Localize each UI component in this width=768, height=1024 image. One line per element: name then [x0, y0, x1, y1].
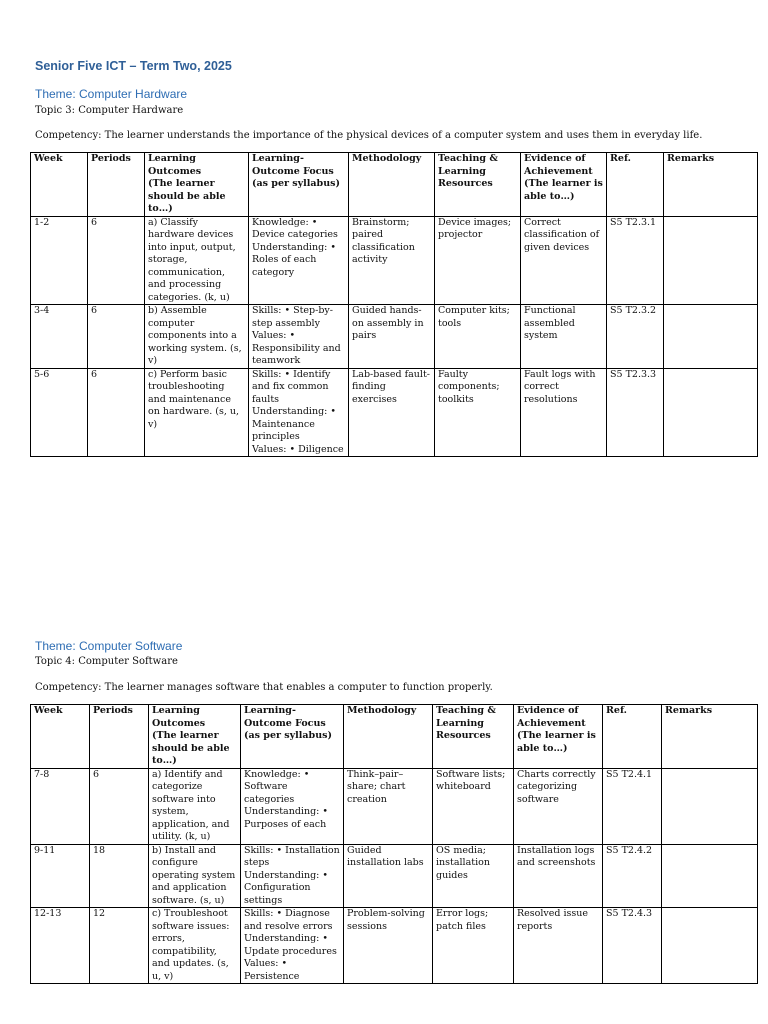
cell-remarks — [664, 305, 758, 369]
header-methodology: Methodology — [344, 705, 433, 769]
cell-evidence: Functional assembled system — [521, 305, 607, 369]
cell-periods: 18 — [90, 844, 149, 908]
cell-resources: Error logs; patch files — [433, 908, 514, 984]
cell-outcome-focus: Skills: • Diagnose and resolve errors Understanding: • Update procedures Values: • Persistence — [241, 908, 344, 984]
header-ref: Ref. — [607, 153, 664, 217]
cell-learning-outcome: a) Identify and categorize software into system, application, and utility. (k, u) — [149, 768, 241, 844]
cell-learning-outcome: b) Assemble computer components into a working system. (s, v) — [145, 305, 249, 369]
cell-methodology: Guided installation labs — [344, 844, 433, 908]
table-header-row — [31, 153, 758, 217]
cell-ref: S5 T2.4.2 — [603, 844, 662, 908]
table-row — [31, 216, 758, 305]
cell-methodology: Lab-based fault-finding exercises — [349, 368, 435, 457]
cell-evidence: Charts correctly categorizing software — [514, 768, 603, 844]
cell-periods: 6 — [90, 768, 149, 844]
header-periods: Periods — [90, 705, 149, 769]
header-ref: Ref. — [603, 705, 662, 769]
table-row — [31, 305, 758, 369]
cell-ref: S5 T2.4.3 — [603, 908, 662, 984]
competency-line: Competency: The learner understands the importance of the physical devices of a computer system and uses them in everyday life. — [35, 130, 703, 141]
table-row — [31, 768, 758, 844]
cell-evidence: Correct classification of given devices — [521, 216, 607, 305]
cell-resources: Device images; projector — [435, 216, 521, 305]
cell-outcome-focus: Knowledge: • Device categories Understanding: • Roles of each category — [249, 216, 349, 305]
cell-evidence: Resolved issue reports — [514, 908, 603, 984]
cell-learning-outcome: c) Perform basic troubleshooting and maintenance on hardware. (s, u, v) — [145, 368, 249, 457]
theme-heading: Theme: Computer Hardware — [35, 87, 188, 101]
cell-learning-outcome: b) Install and configure operating system and application software. (s, u) — [149, 844, 241, 908]
cell-learning-outcome: c) Troubleshoot software issues: errors, compatibility, and updates. (s, u, v) — [149, 908, 241, 984]
cell-remarks — [664, 368, 758, 457]
header-methodology: Methodology — [349, 153, 435, 217]
header-week: Week — [31, 153, 88, 217]
scheme-table-hardware — [30, 152, 758, 457]
cell-outcome-focus: Skills: • Identify and fix common faults Understanding: • Maintenance principles Values: • Diligence — [249, 368, 349, 457]
header-evidence: Evidence of Achievement (The learner is able to…) — [514, 705, 603, 769]
cell-evidence: Fault logs with correct resolutions — [521, 368, 607, 457]
header-periods: Periods — [88, 153, 145, 217]
cell-methodology: Think–pair–share; chart creation — [344, 768, 433, 844]
cell-ref: S5 T2.3.3 — [607, 368, 664, 457]
header-resources: Teaching & Learning Resources — [435, 153, 521, 217]
cell-remarks — [662, 844, 758, 908]
header-learning-outcomes: Learning Outcomes (The learner should be able to…) — [145, 153, 249, 217]
document-title: Senior Five ICT – Term Two, 2025 — [35, 59, 232, 73]
competency-line: Competency: The learner manages software that enables a computer to function properly. — [35, 682, 493, 693]
cell-periods: 6 — [88, 305, 145, 369]
cell-ref: S5 T2.3.1 — [607, 216, 664, 305]
cell-methodology: Guided hands-on assembly in pairs — [349, 305, 435, 369]
table-row — [31, 844, 758, 908]
header-evidence: Evidence of Achievement (The learner is able to…) — [521, 153, 607, 217]
header-learning-outcomes: Learning Outcomes (The learner should be able to…) — [149, 705, 241, 769]
header-resources: Teaching & Learning Resources — [433, 705, 514, 769]
header-remarks: Remarks — [662, 705, 758, 769]
cell-learning-outcome: a) Classify hardware devices into input, output, storage, communication, and processing categories. (k, u) — [145, 216, 249, 305]
cell-week: 5-6 — [31, 368, 88, 457]
cell-week: 1-2 — [31, 216, 88, 305]
cell-remarks — [662, 768, 758, 844]
cell-periods: 6 — [88, 216, 145, 305]
cell-outcome-focus: Knowledge: • Software categories Understanding: • Purposes of each — [241, 768, 344, 844]
cell-resources: OS media; installation guides — [433, 844, 514, 908]
cell-periods: 6 — [88, 368, 145, 457]
header-outcome-focus: Learning-Outcome Focus (as per syllabus) — [249, 153, 349, 217]
cell-outcome-focus: Skills: • Step-by-step assembly Values: • Responsibility and teamwork — [249, 305, 349, 369]
cell-resources: Software lists; whiteboard — [433, 768, 514, 844]
theme-heading: Theme: Computer Software — [35, 639, 183, 653]
cell-resources: Computer kits; tools — [435, 305, 521, 369]
header-week: Week — [31, 705, 90, 769]
cell-outcome-focus: Skills: • Installation steps Understanding: • Configuration settings — [241, 844, 344, 908]
cell-periods: 12 — [90, 908, 149, 984]
cell-week: 3-4 — [31, 305, 88, 369]
cell-remarks — [662, 908, 758, 984]
cell-week: 9-11 — [31, 844, 90, 908]
cell-resources: Faulty components; toolkits — [435, 368, 521, 457]
table-header-row — [31, 705, 758, 769]
scheme-table-software — [30, 704, 758, 984]
cell-week: 12-13 — [31, 908, 90, 984]
topic-line: Topic 3: Computer Hardware — [35, 105, 184, 116]
cell-ref: S5 T2.3.2 — [607, 305, 664, 369]
topic-line: Topic 4: Computer Software — [35, 656, 178, 667]
cell-evidence: Installation logs and screenshots — [514, 844, 603, 908]
table-row — [31, 368, 758, 457]
cell-methodology: Problem-solving sessions — [344, 908, 433, 984]
cell-remarks — [664, 216, 758, 305]
cell-ref: S5 T2.4.1 — [603, 768, 662, 844]
header-outcome-focus: Learning-Outcome Focus (as per syllabus) — [241, 705, 344, 769]
header-remarks: Remarks — [664, 153, 758, 217]
cell-week: 7-8 — [31, 768, 90, 844]
cell-methodology: Brainstorm; paired classification activity — [349, 216, 435, 305]
table-row — [31, 908, 758, 984]
